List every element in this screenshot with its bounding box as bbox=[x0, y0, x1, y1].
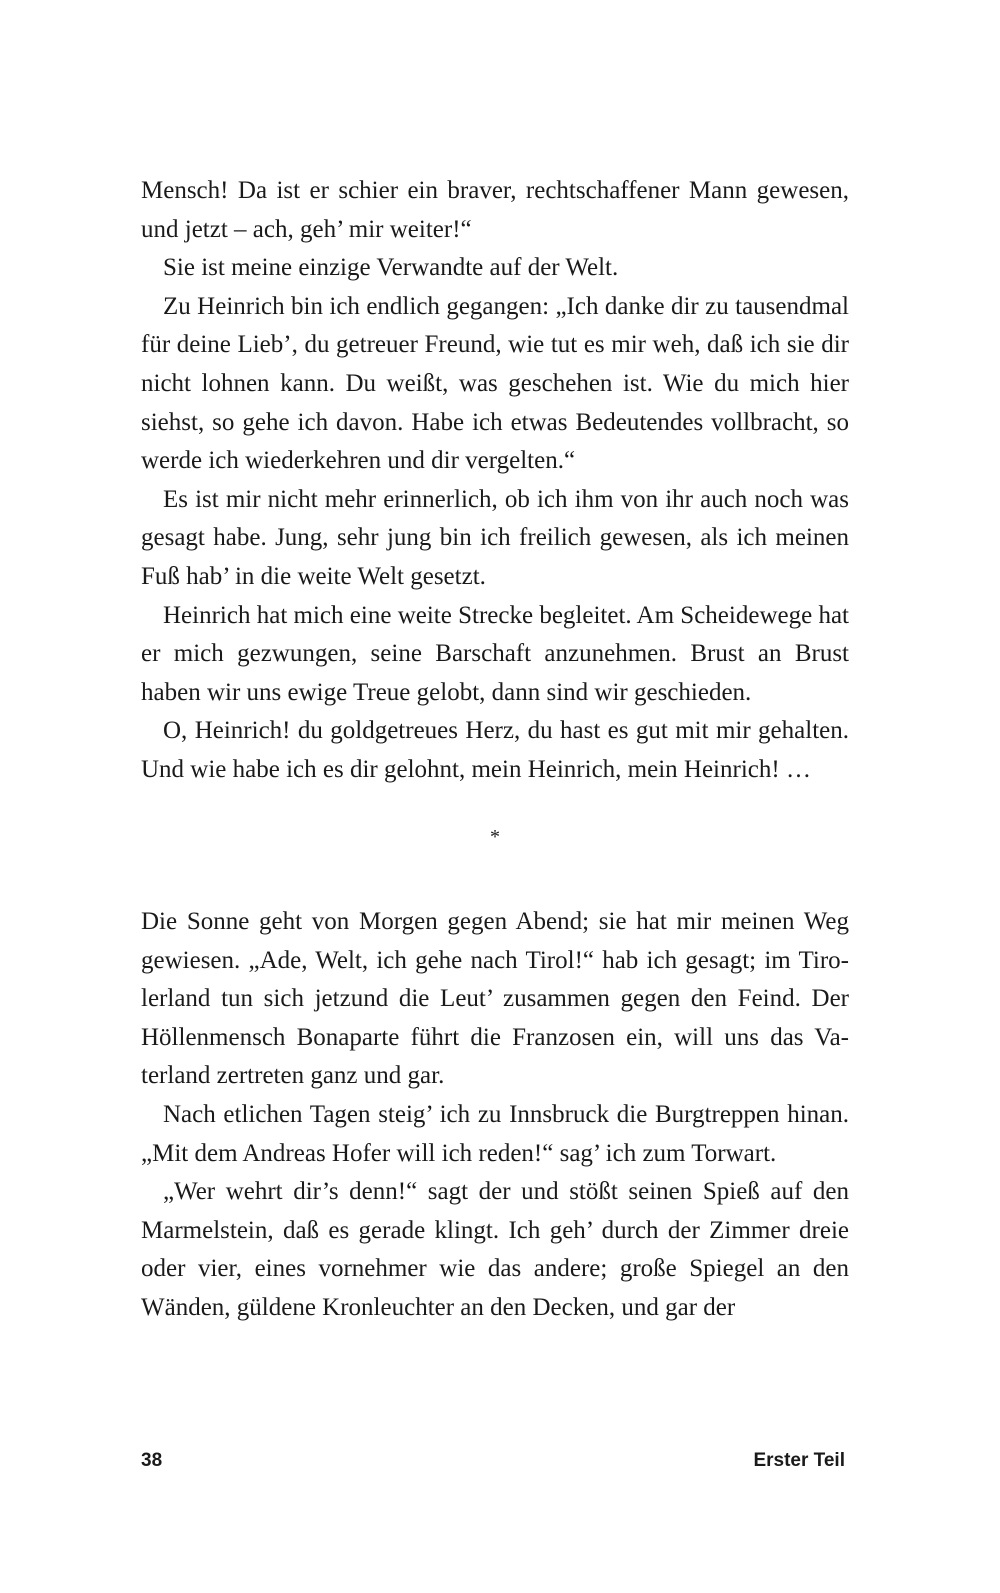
paragraph: O, Heinrich! du goldgetreues Herz, du hast es gut mit mir gehalten. Und wie habe ich es dir gelohnt, mein Heinrich, mein Heinrich! … bbox=[141, 717, 849, 783]
page-number: 38 bbox=[141, 1450, 163, 1471]
paragraph: Zu Heinrich bin ich endlich gegangen: „Ich danke dir zu tausendmal für deine Lieb’, du getreuer Freund, wie tut es mir weh, daß ich sie dir nicht lohnen kann. Du weißt, was geschehen ist. Wie du mich hier siehst, so gehe ich davon. Habe ich etwas Bedeutendes vollbracht, so werde ich wiederkehren und dir vergelten.“ bbox=[141, 292, 849, 475]
paragraph: Es ist mir nicht mehr erinnerlich, ob ich ihm von ihr auch noch was gesagt habe. Jung, sehr jung bin ich freilich gewesen, als ich meinen Fuß hab’ in die weite Welt gesetzt. bbox=[141, 485, 849, 590]
text-block-2 bbox=[141, 903, 849, 1328]
paragraph: Sie ist meine einzige Verwandte auf der Welt. bbox=[163, 254, 619, 282]
paragraph: Heinrich hat mich eine weite Strecke begleitet. Am Scheidewege hat er mich gezwungen, seine Barschaft anzunehmen. Brust an Brust haben wir uns ewige Treue gelobt, dann sind wir geschieden. bbox=[141, 601, 849, 706]
running-footer-title: Erster Teil bbox=[753, 1450, 845, 1471]
paragraph: Nach etlichen Tagen steig’ ich zu Innsbruck die Burgtreppen hinan. „Mit dem Andreas Hofer will ich reden!“ sag’ ich zum Torwart. bbox=[141, 1100, 849, 1167]
paragraph: Die Sonne geht von Morgen gegen Abend; sie hat mir meinen Weg gewiesen. „Ade, Welt, ich gehe nach Tirol!“ hab ich gesagt; im Tirolerland tun sich jetzund die Leut’ zusammen gegen den Feind. Der Höllenmensch Bonaparte führt die Franzosen ein, will uns das Vaterland zertreten ganz und gar. bbox=[141, 908, 849, 1090]
paragraph: „Wer wehrt dir’s denn!“ sagt der und stößt seinen Spieß auf den Marmelstein, daß es gerade klingt. Ich geh’ durch der Zimmer dreie oder vier, eines vornehmer wie das andere; große Spiegel an den Wänden, güldene Kronleuchter an den Decken, und gar der bbox=[141, 1178, 849, 1321]
paragraph: Mensch! Da ist er schier ein braver, rechtschaffener Mann gewesen, und jetzt – ach, geh’ mir weiter!“ bbox=[141, 177, 849, 243]
section-separator: * bbox=[490, 826, 500, 848]
text-block-1 bbox=[141, 172, 849, 790]
